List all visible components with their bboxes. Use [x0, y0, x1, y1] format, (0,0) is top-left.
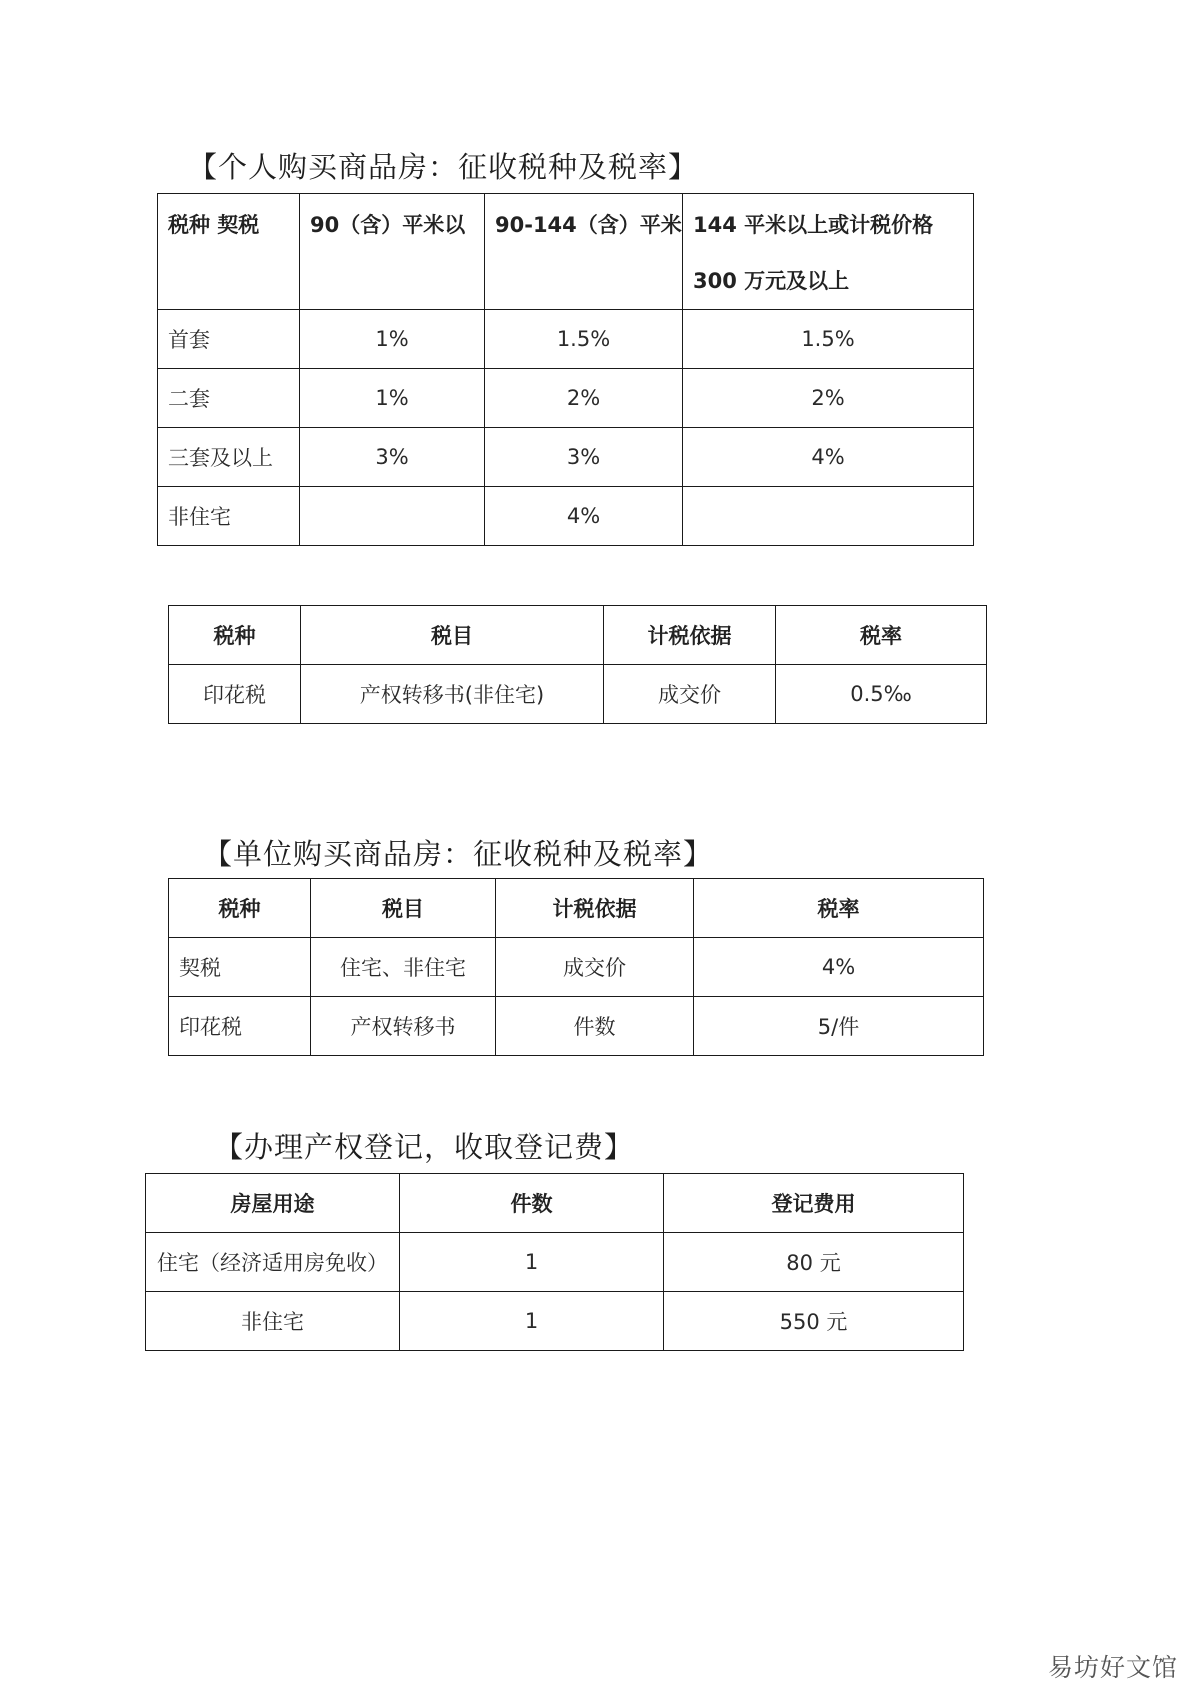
registration-section-title: 【办理产权登记，收取登记费】	[214, 1130, 635, 1164]
table-cell: 住宅（经济适用房免收）	[146, 1233, 400, 1292]
rate-cell: 4%	[485, 487, 683, 546]
stamp-duty-table	[168, 605, 987, 724]
site-watermark: 易坊好文馆	[1047, 1653, 1178, 1682]
table-cell: 1	[400, 1292, 664, 1351]
table-row	[146, 1233, 964, 1292]
table-cell: 成交价	[496, 938, 694, 997]
header-cell: 件数	[400, 1174, 664, 1233]
table-header-row	[169, 879, 984, 938]
personal-tax-table	[157, 193, 974, 546]
table-cell: 件数	[496, 997, 694, 1056]
header-cell: 144 平米以上或计税价格 300 万元及以上	[683, 194, 974, 310]
table-row	[169, 997, 984, 1056]
row-label-cell: 二套	[158, 369, 300, 428]
table-row	[169, 665, 987, 724]
table-header-row	[146, 1174, 964, 1233]
table-row	[158, 310, 974, 369]
table-cell: 0.5‰	[776, 665, 987, 724]
table-cell: 5/件	[694, 997, 984, 1056]
header-cell: 税种 契税	[158, 194, 300, 310]
table-row	[169, 938, 984, 997]
table-cell: 印花税	[169, 997, 311, 1056]
rate-cell	[300, 487, 485, 546]
registration-fee-table	[145, 1173, 964, 1351]
table-row	[158, 487, 974, 546]
table-cell: 产权转移书	[311, 997, 496, 1056]
header-cell: 登记费用	[664, 1174, 964, 1233]
rate-cell	[683, 487, 974, 546]
row-label-cell: 三套及以上	[158, 428, 300, 487]
table-cell: 契税	[169, 938, 311, 997]
rate-cell: 3%	[485, 428, 683, 487]
rate-cell: 4%	[683, 428, 974, 487]
table-row	[158, 369, 974, 428]
table-cell: 80 元	[664, 1233, 964, 1292]
row-label-cell: 非住宅	[158, 487, 300, 546]
table-cell: 住宅、非住宅	[311, 938, 496, 997]
table-header-row	[169, 606, 987, 665]
table-cell: 印花税	[169, 665, 301, 724]
table-cell: 产权转移书(非住宅)	[301, 665, 604, 724]
header-cell: 90（含）平米以	[300, 194, 485, 310]
unit-tax-table	[168, 878, 984, 1056]
header-cell: 计税依据	[496, 879, 694, 938]
table-cell: 4%	[694, 938, 984, 997]
table-header-row	[158, 194, 974, 310]
table-row	[158, 428, 974, 487]
rate-cell: 1%	[300, 310, 485, 369]
rate-cell: 2%	[485, 369, 683, 428]
table-cell: 550 元	[664, 1292, 964, 1351]
header-cell: 税目	[301, 606, 604, 665]
rate-cell: 2%	[683, 369, 974, 428]
unit-section-title: 【单位购买商品房：征收税种及税率】	[203, 837, 714, 871]
header-cell: 税目	[311, 879, 496, 938]
header-cell: 税种	[169, 606, 301, 665]
table-cell: 1	[400, 1233, 664, 1292]
header-cell: 税种	[169, 879, 311, 938]
rate-cell: 3%	[300, 428, 485, 487]
rate-cell: 1.5%	[485, 310, 683, 369]
table-cell: 成交价	[604, 665, 776, 724]
table-row	[146, 1292, 964, 1351]
header-cell: 房屋用途	[146, 1174, 400, 1233]
header-cell: 90-144（含）平米	[485, 194, 683, 310]
row-label-cell: 首套	[158, 310, 300, 369]
rate-cell: 1.5%	[683, 310, 974, 369]
rate-cell: 1%	[300, 369, 485, 428]
header-cell: 税率	[776, 606, 987, 665]
table-cell: 非住宅	[146, 1292, 400, 1351]
personal-section-title: 【个人购买商品房：征收税种及税率】	[188, 150, 699, 184]
header-cell: 税率	[694, 879, 984, 938]
header-cell: 计税依据	[604, 606, 776, 665]
